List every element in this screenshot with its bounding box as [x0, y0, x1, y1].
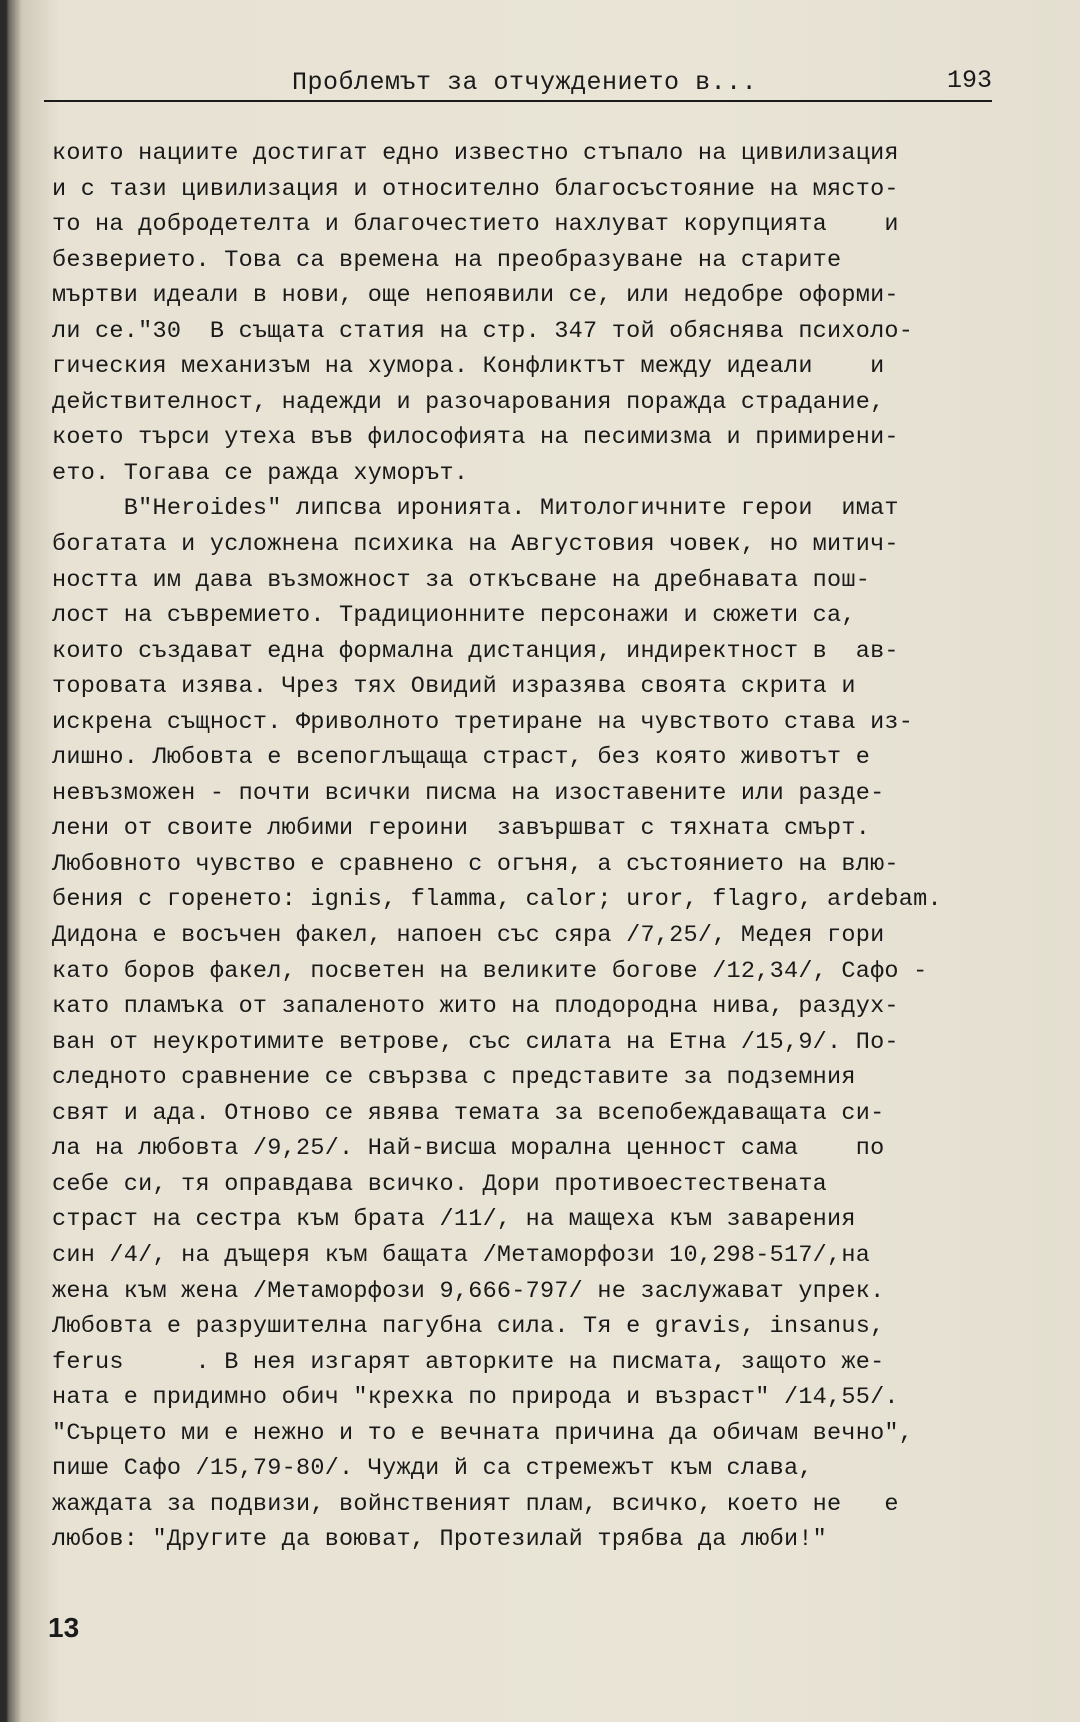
text-line: пише Сафо /15,79-80/. Чужди й са стремежът към слава, — [52, 1455, 813, 1483]
text-line: и с тази цивилизация и относително благосъстояние на място- — [52, 175, 899, 203]
text-line: себе си, тя оправдава всичко. Дори противоестествената — [52, 1170, 828, 1198]
page-number: 193 — [946, 66, 992, 95]
text-line: то на добродетелта и благочестието нахлуват корупцията и — [52, 211, 899, 239]
text-line: жаждата за подвизи, войнственият плам, всичко, което не е — [52, 1490, 899, 1518]
text-line: мъртви идеали в нови, още непоявили се, или недобре оформи- — [52, 282, 899, 310]
text-line: ността им дава възможност за откъсване на дребнавата пош- — [52, 566, 871, 594]
text-line: ferus . В нея изгарят авторките на писмата, защото же- — [52, 1348, 885, 1376]
text-line: лени от своите любими героини завършват с тяхната смърт. — [52, 815, 871, 843]
text-line: лост на съвремието. Традиционните персонажи и сюжети са, — [52, 602, 856, 630]
signature-mark: 13 — [48, 1612, 80, 1643]
text-line: В"Heroides" липсва иронията. Митологичните герои имат — [52, 495, 899, 523]
text-line: Любовта е разрушителна пагубна сила. Тя е gravis, insanus, — [52, 1313, 885, 1341]
text-line: богатата и усложнена психика на Августовия човек, но митич- — [52, 531, 899, 559]
header-rule — [44, 100, 992, 102]
text-line: ла на любовта /9,25/. Най-висша морална ценност сама по — [52, 1135, 885, 1163]
text-line: жена към жена /Метаморфози 9,666-797/ не заслужават упрек. — [52, 1277, 885, 1305]
text-line: ната е придимно обич "крехка по природа и възраст" /14,55/. — [52, 1384, 899, 1412]
text-line: син /4/, на дъщеря към бащата /Метаморфози 10,298-517/,на — [52, 1241, 871, 1269]
running-title: Проблемът за отчуждението в... — [292, 68, 758, 97]
text-line: любов: "Другите да воюват, Протезилай трябва да люби!" — [52, 1526, 828, 1554]
text-line: следното сравнение се свързва с представите за подземния — [52, 1064, 856, 1092]
text-line: искрена същност. Фриволното третиране на чувството става из- — [52, 708, 914, 736]
text-line: безверието. Това са времена на преобразуване на старите — [52, 246, 842, 274]
text-line: което търси утеха във философията на песимизма и примирени- — [52, 424, 899, 452]
text-line: ето. Тогава се ражда хуморът. — [52, 459, 469, 487]
text-line: бения с горенето: ignis, flamma, calor; uror, flagro, ardebam. — [52, 886, 942, 914]
text-line: ли се."30 В същата статия на стр. 347 той обяснява психоло- — [52, 317, 914, 345]
text-line: действителност, надежди и разочарования поражда страдание, — [52, 388, 885, 416]
text-line: като пламъка от запаленото жито на плодородна нива, раздух- — [52, 993, 899, 1021]
text-line: невъзможен - почти всички писма на изоставените или разде- — [52, 779, 885, 807]
text-line: "Сърцето ми е нежно и то е вечната причина да обичам вечно", — [52, 1419, 914, 1447]
text-line: свят и ада. Отново се явява темата за всепобеждаващата си- — [52, 1099, 885, 1127]
text-line: които нациите достигат едно известно стъпало на цивилизация — [52, 140, 899, 167]
text-line: като боров факел, посветен на великите богове /12,34/, Сафо - — [52, 957, 928, 985]
text-line: които създават една формална дистанция, индиректност в ав- — [52, 637, 899, 665]
text-line: гическия механизъм на хумора. Конфликтът между идеали и — [52, 353, 885, 381]
body-text — [52, 136, 1022, 1558]
text-line: торовата изява. Чрез тях Овидий изразява своята скрита и — [52, 673, 856, 701]
page-header — [44, 66, 992, 104]
text-line: лишно. Любовта е всепоглъщаща страст, без която животът е — [52, 744, 871, 772]
text-line: Любовното чувство е сравнено с огъня, а състоянието на влю- — [52, 850, 899, 878]
text-line: ван от неукротимите ветрове, със силата на Етна /15,9/. По- — [52, 1028, 899, 1056]
text-line: Дидона е восъчен факел, напоен със сяра /7,25/, Медея гори — [52, 922, 885, 950]
text-line: страст на сестра към брата /11/, на мащеха към заварения — [52, 1206, 856, 1234]
